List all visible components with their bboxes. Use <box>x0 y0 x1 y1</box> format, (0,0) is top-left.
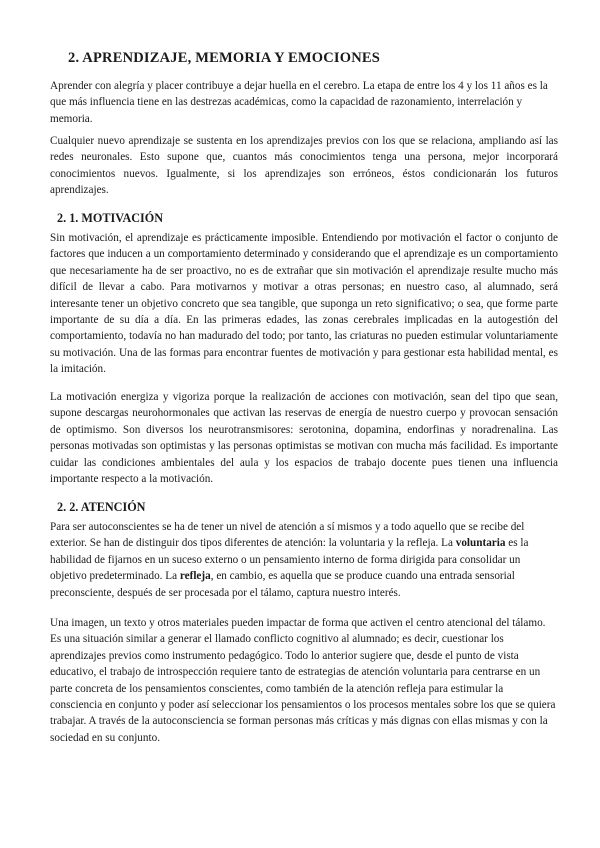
voluntaria-term: voluntaria <box>455 537 506 550</box>
intro-paragraph-2: Cualquier nuevo aprendizaje se sustenta en los aprendizajes previos con los que se relaciona, ampliando así las redes neuronales. Esto supone que, cuantos más conocimientos tenga una persona, mejor incorporará conocimientos nuevos. Igualmente, si los aprendizajes son erróneos, éstos condicionarán los futuros aprendizajes. <box>50 135 558 197</box>
atencion-paragraph-2: Una imagen, un texto y otros materiales pueden impactar de forma que activen el centro atencional del tálamo. Es una situación similar a generar el llamado conflicto cognitivo al alumnado; es decir, cuestionar los aprendizajes previos como instrumento pedagógico. Todo lo anterior sugiere que, desde el punto de vista educativo, el trabajo de introspección requiere tanto de estrategias de atención voluntaria para centrarse en un parte concreta de los pensamientos conscientes, como también de la atención refleja para estimular la consciencia en conjunto y poder así seleccionar los pensamientos o los procesos mentales sobre los que se quiera trabajar. A través de la autoconsciencia se forman personas más críticas y más dignas con ellas mismas y con la sociedad en su conjunto. <box>50 617 556 744</box>
atencion-heading: 2. 2. ATENCIÓN <box>57 500 146 514</box>
motivacion-heading: 2. 1. MOTIVACIÓN <box>57 211 164 225</box>
atencion-text-b: es la habilidad de fijarnos en un suceso externo o un pensamiento interno de forma dirigida para consolidar un objetivo predeterminado. La <box>50 537 529 583</box>
motivacion-paragraph-2: La motivación energiza y vigoriza porque la realización de acciones con motivación, sean del tipo que sean, supone descargas neurohormonales que activan las reservas de energía de nuestro cuerpo y provocan sensación de optimismo. Son diversos los neurotransmisores: serotonina, dopamina, endorfinas y noradrenalina. Las personas motivadas son optimistas y las personas optimistas se motivan con mucha más facilidad. Es importante cuidar las condiciones ambientales del aula y los espacios de trabajo docente pues tienen una influencia importante respecto a la motivación. <box>50 391 558 486</box>
motivacion-paragraph-1: Sin motivación, el aprendizaje es prácticamente imposible. Entendiendo por motivación el factor o conjunto de factores que inducen a un comportamiento determinado y considerando que el aprendizaje es un comportamiento que necesariamente ha de ser proactivo, no es de extrañar que sin motivación el aprendizaje resulte mucho más difícil de llevar a cabo. Para motivarnos y motivar a otras personas; en nuestro caso, al alumnado, será interesante tener un objetivo concreto que sea tangible, que suponga un reto significativo; o sea, que forme parte importante de su día a día. En las primeras edades, las zonas cerebrales implicadas en la autogestión del comportamiento, todavía no han madurado del todo; por tanto, las criaturas no pueden estimular voluntariamente su motivación. Una de las formas para encontrar fuentes de motivación y para gestionar esta habilidad mental, es la imitación. <box>50 232 558 376</box>
atencion-text-a: Para ser autoconscientes se ha de tener un nivel de atención a sí mismos y a todo aquello que se recibe del exterior. Se han de distinguir dos tipos diferentes de atención: la voluntaria y la refleja. La <box>50 521 525 550</box>
atencion-text-c: , en cambio, es aquella que se produce cuando una entrada sensorial preconsciente, después de ser procesada por el tálamo, captura nuestro interés. <box>50 570 515 599</box>
intro-paragraph-1: Aprender con alegría y placer contribuye a dejar huella en el cerebro. La etapa de entre los 4 y los 11 años es la que más influencia tiene en las destrezas académicas, como la capacidad de razonamiento, interrelación y memoria. <box>50 80 548 125</box>
section-title: 2. APRENDIZAJE, MEMORIA Y EMOCIONES <box>68 50 381 66</box>
atencion-paragraph-1 <box>50 519 558 601</box>
refleja-term: refleja <box>179 570 211 583</box>
